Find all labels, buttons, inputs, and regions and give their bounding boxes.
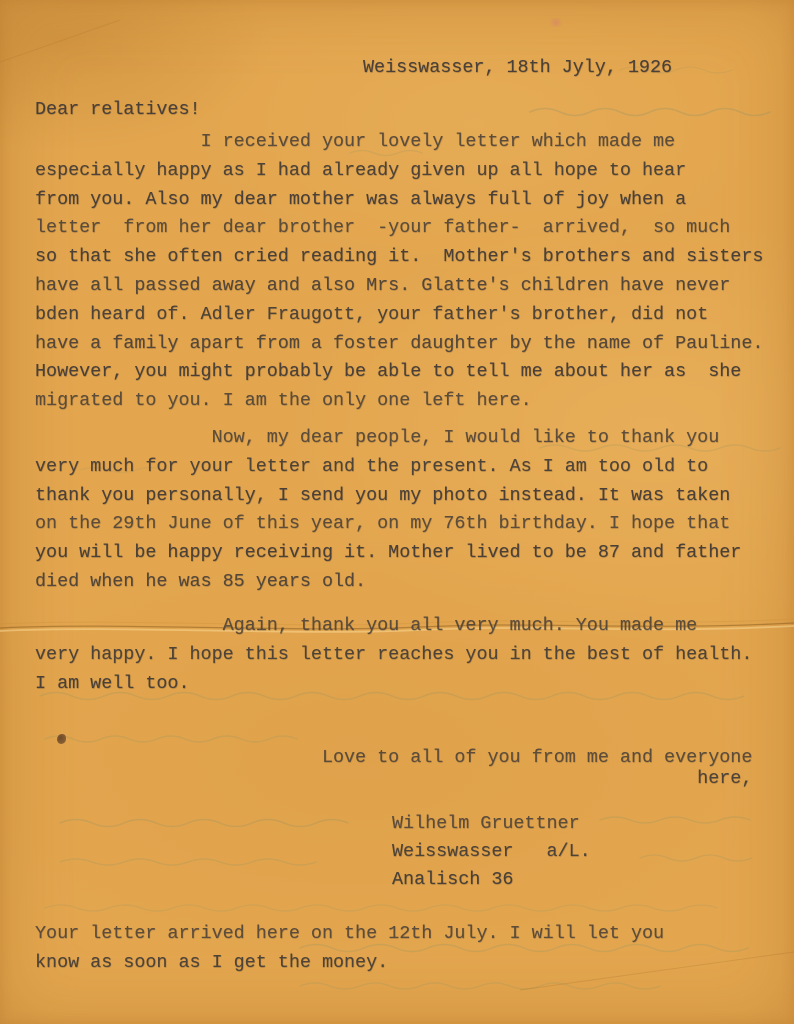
valediction: [35, 747, 752, 789]
letter-line: Analisch 36: [392, 869, 514, 890]
signature-block: [392, 810, 591, 894]
body-paragraph-2: [35, 424, 741, 597]
pink-smudge-mark: [548, 18, 564, 27]
letter-line: died when he was 85 years old.: [35, 570, 367, 592]
letter-line: so that she often cried reading it. Mother's brothers and sisters: [35, 246, 764, 268]
letter-line: Wilhelm Gruettner: [392, 813, 580, 834]
letter-line: here,: [35, 768, 753, 789]
top-left-crease: [0, 20, 120, 62]
letter-line: know as soon as I get the money.: [35, 951, 389, 973]
letter-line: have all passed away and also Mrs. Glatte's children have never: [35, 274, 731, 296]
letter-line: very happy. I hope this letter reaches you in the best of health.: [35, 643, 753, 665]
letter-line: Weisswasser a/L.: [392, 841, 591, 862]
letter-line: Your letter arrived here on the 12th July. I will let you: [35, 923, 665, 944]
letter-line: you will be happy receiving it. Mother lived to be 87 and father: [35, 542, 742, 564]
letter-line: thank you personally, I send you my photo instead. It was taken: [35, 484, 731, 506]
letter-line: especially happy as I had already given up all hope to hear: [35, 159, 687, 181]
postscript: [35, 920, 664, 978]
letter-line: I received your lovely letter which made me: [35, 131, 676, 152]
letter-line: I am well too.: [35, 672, 190, 694]
salutation: Dear relatives!: [35, 99, 201, 120]
letter-line: have a family apart from a foster daughter by the name of Pauline.: [35, 332, 764, 354]
letter-line: Love to all of you from me and everyone: [35, 747, 753, 768]
letter-line: migrated to you. I am the only one left here.: [35, 390, 532, 412]
letter-line: very much for your letter and the present. As I am too old to: [35, 455, 709, 477]
ink-blot-spot: [57, 734, 66, 744]
body-paragraph-1: [35, 128, 763, 416]
letter-line: Now, my dear people, I would like to thank you: [35, 427, 720, 448]
letter-line: on the 29th June of this year, on my 76th birthday. I hope that: [35, 513, 731, 535]
letter-line: However, you might probably be able to tell me about her as she: [35, 361, 742, 383]
letter-line: bden heard of. Adler Fraugott, your father's brother, did not: [35, 303, 709, 325]
dateline: Weisswasser, 18th Jyly, 1926: [363, 57, 673, 78]
letter-line: letter from her dear brother -your father- arrived, so much: [35, 217, 731, 239]
body-paragraph-3: [35, 612, 752, 698]
letter-line: from you. Also my dear mother was always full of joy when a: [35, 188, 687, 210]
letter-line: Again, thank you all very much. You made me: [35, 615, 698, 636]
